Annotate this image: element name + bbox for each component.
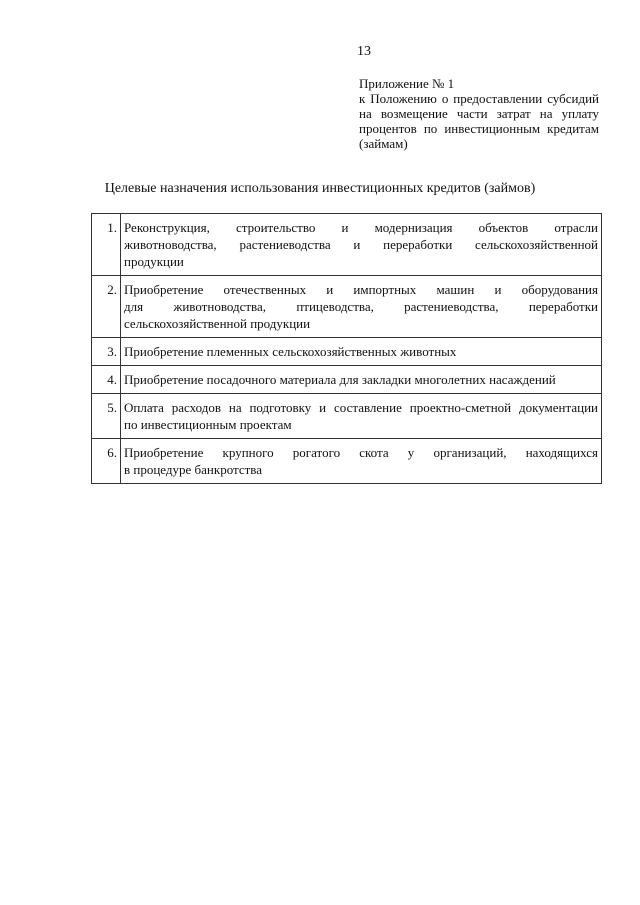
appendix-title: Приложение № 1 xyxy=(359,76,455,91)
item-number: 4. xyxy=(92,366,121,394)
purposes-table xyxy=(91,213,602,484)
table-row xyxy=(92,439,602,484)
item-text xyxy=(121,338,602,366)
appendix-block xyxy=(359,76,599,151)
table-row xyxy=(92,214,602,276)
item-number: 2. xyxy=(92,276,121,338)
item-text-line: Оплата расходов на подготовку и составление проектно-сметной документации xyxy=(124,400,598,415)
item-text-line: Реконструкция, строительство и модернизация объектов отрасли xyxy=(124,220,598,235)
item-text-line: в процедуре банкротства xyxy=(124,462,263,477)
item-text-line: Приобретение племенных сельскохозяйственных животных xyxy=(124,344,457,359)
item-text xyxy=(121,366,602,394)
appendix-line: к Положению о предоставлении субсидий xyxy=(359,91,599,106)
item-text-line: для животноводства, птицеводства, растениеводства, переработки xyxy=(124,299,598,314)
item-text-line: Приобретение отечественных и импортных машин и оборудования xyxy=(124,282,598,297)
item-text xyxy=(121,394,602,439)
item-text xyxy=(121,439,602,484)
item-text xyxy=(121,276,602,338)
item-number: 1. xyxy=(92,214,121,276)
item-number: 6. xyxy=(92,439,121,484)
appendix-line: на возмещение части затрат на уплату xyxy=(359,106,599,121)
purposes-table-body xyxy=(92,214,602,484)
document-title: Целевые назначения использования инвестиционных кредитов (займов) xyxy=(104,181,536,196)
table-row xyxy=(92,366,602,394)
item-text-line: сельскохозяйственной продукции xyxy=(124,316,311,331)
table-row xyxy=(92,394,602,439)
item-text-line: по инвестиционным проектам xyxy=(124,417,292,432)
item-text-line: Приобретение крупного рогатого скота у организаций, находящихся xyxy=(124,445,598,460)
table-row xyxy=(92,338,602,366)
page-number: 13 xyxy=(357,44,371,59)
appendix-line: процентов по инвестиционным кредитам xyxy=(359,121,599,136)
item-text xyxy=(121,214,602,276)
item-number: 5. xyxy=(92,394,121,439)
item-text-line: животноводства, растениеводства и переработки сельскохозяйственной xyxy=(124,237,598,252)
appendix-line: (займам) xyxy=(359,136,408,151)
table-row xyxy=(92,276,602,338)
item-number: 3. xyxy=(92,338,121,366)
item-text-line: Приобретение посадочного материала для закладки многолетних насаждений xyxy=(124,372,556,387)
item-text-line: продукции xyxy=(124,254,184,269)
